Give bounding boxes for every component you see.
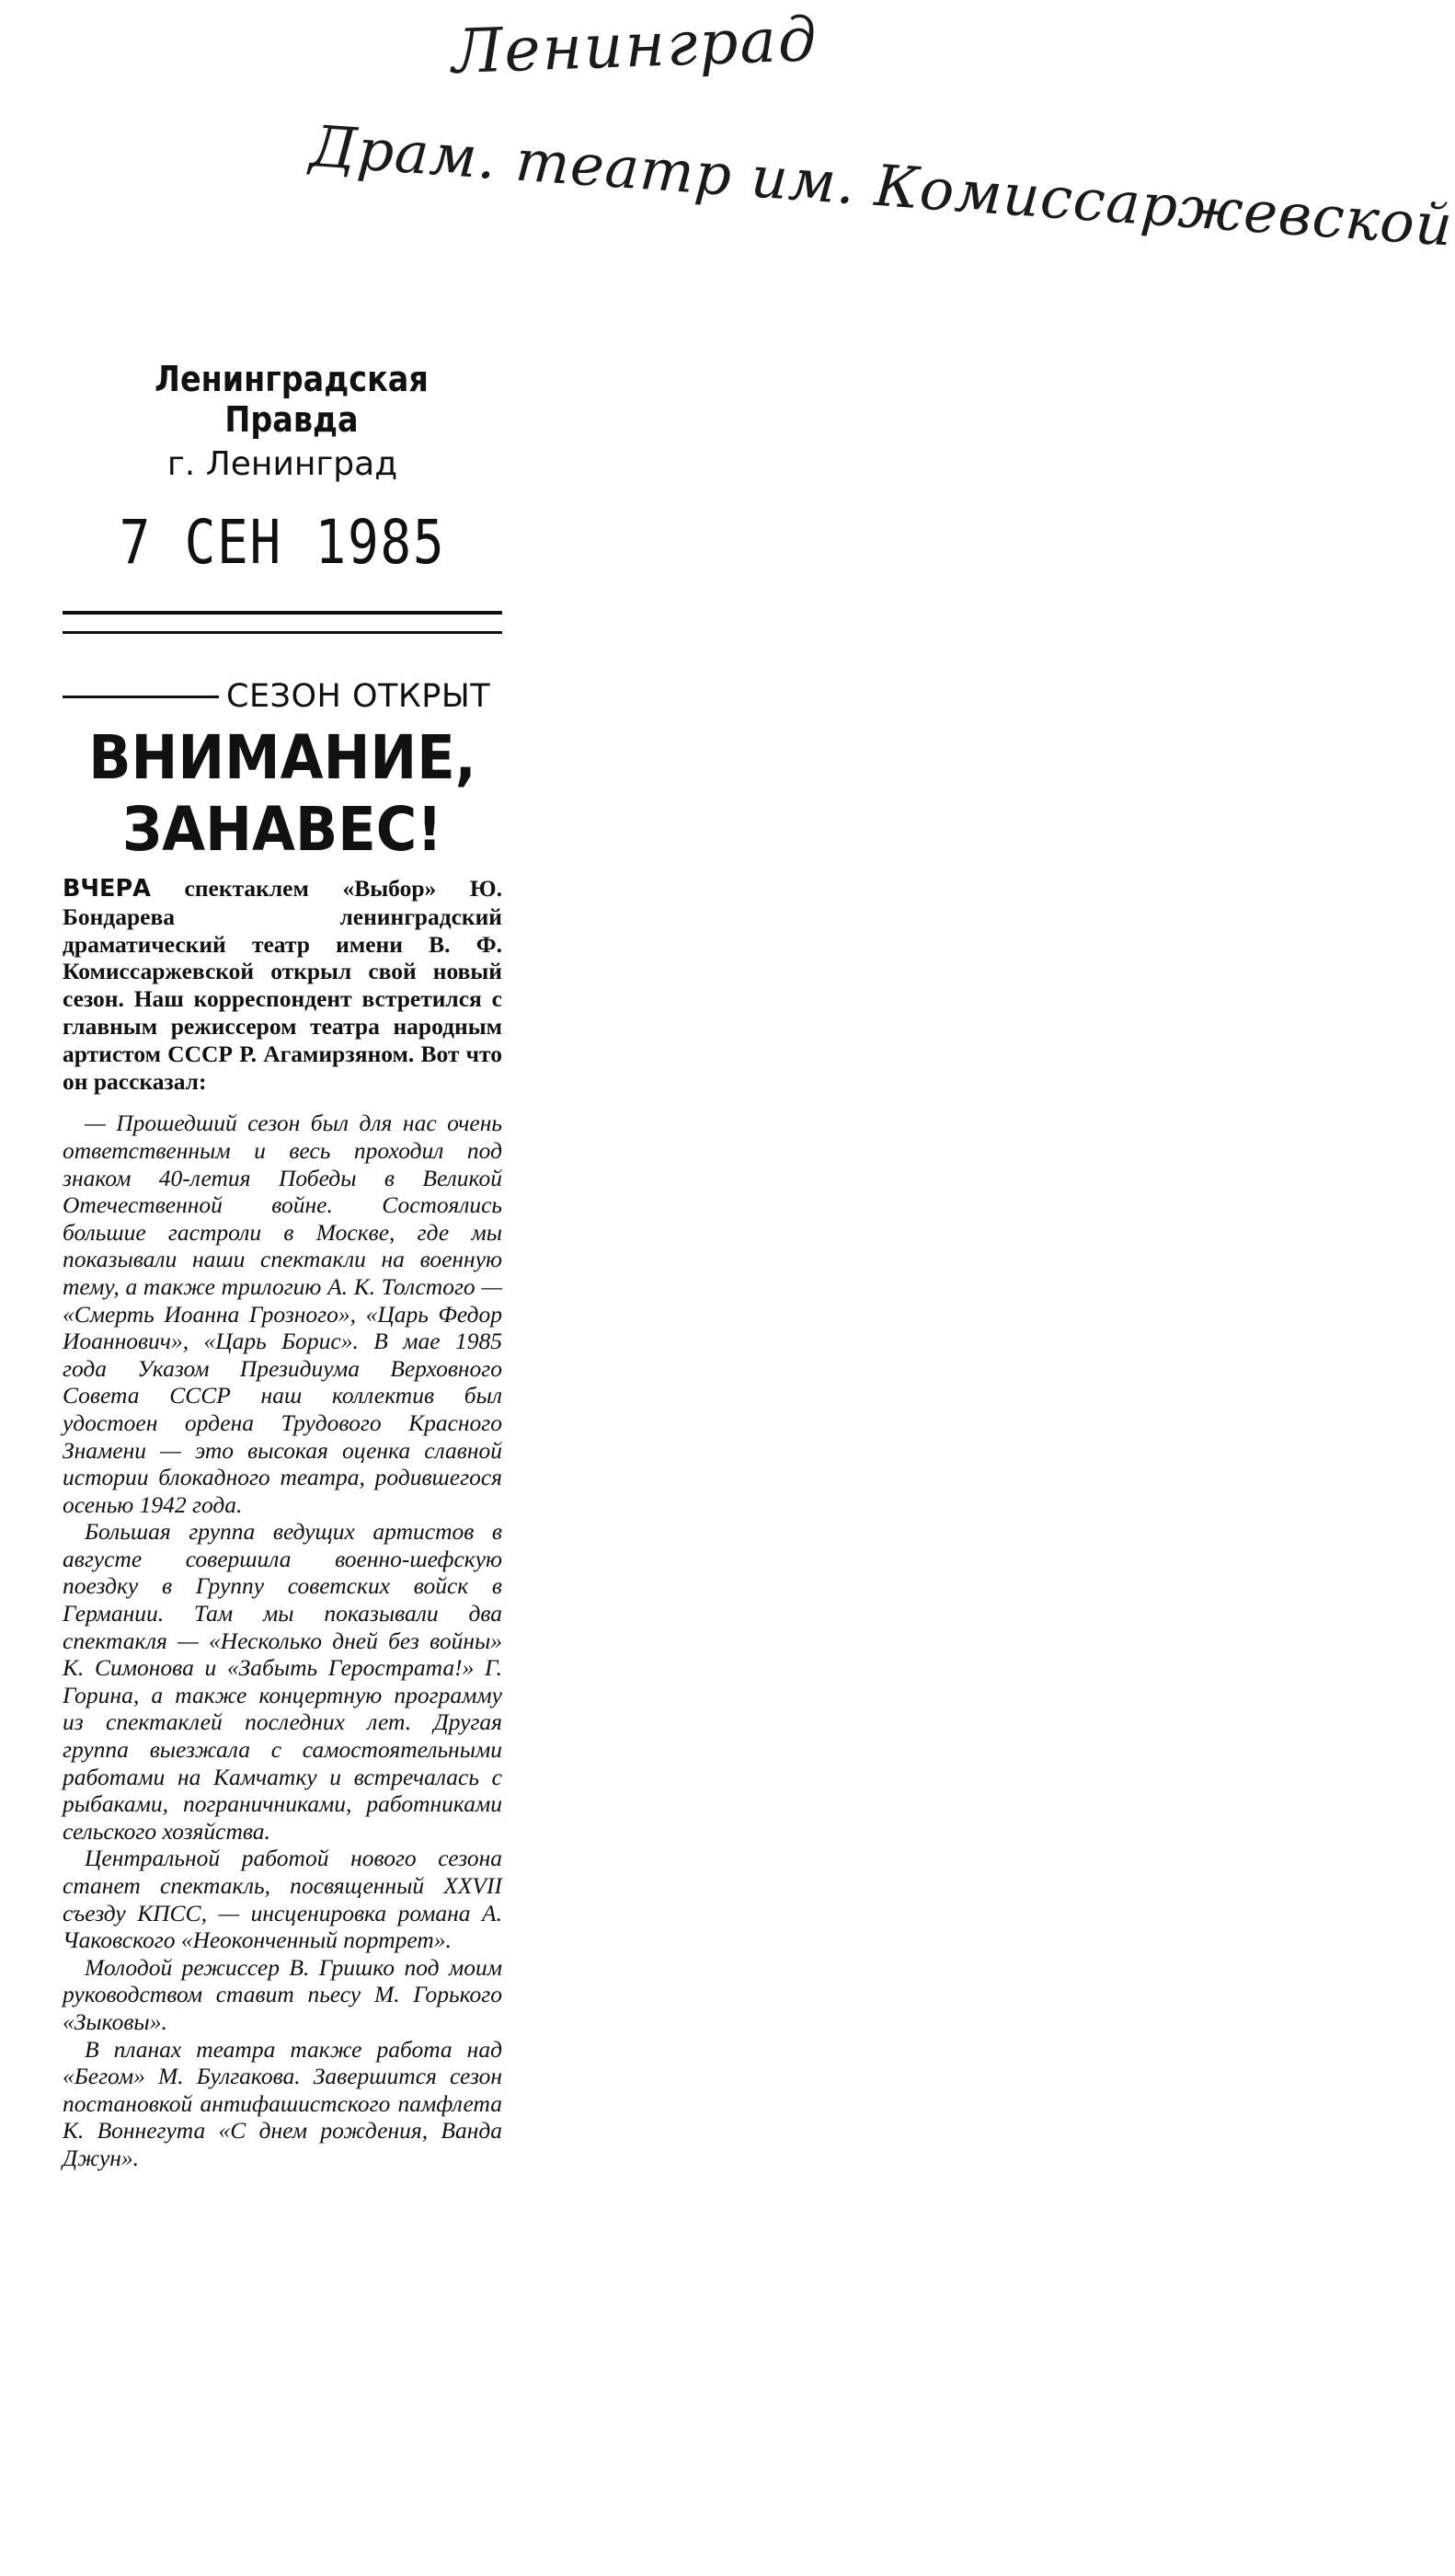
kicker-row [63, 678, 502, 715]
handwritten-theatre-note: Драм. театр им. Комиссаржевской [307, 112, 1455, 259]
article-kicker: СЕЗОН ОТКРЫТ [226, 678, 491, 715]
newspaper-name: Ленинградская Правда [155, 359, 429, 440]
article-paragraph: Большая группа ведущих артистов в августе совершила военно-шефскую поездку в Группу советских войск в Германии. Там мы показывали два спектакля — «Несколько дней без войны» К. Симонова и «Забыть Герострата!» Г. Горина, а также концертную программу из спектаклей последних лет. Другая группа выезжала с самостоятельными работами на Камчатку и встречалась с рыбаками, пограничниками, работниками сельского хозяйства. [63, 1518, 502, 1845]
divider-rule [63, 611, 502, 615]
article-lead [63, 875, 502, 1095]
date-stamp: 7 СЕН 1985 [119, 507, 446, 578]
handwritten-city-note: Ленинград [451, 4, 819, 87]
article-paragraph: Молодой режиссер В. Гришко под моим руководством ставит пьесу М. Горького «Зыковы». [63, 1953, 502, 2035]
newspaper-clipping [63, 359, 502, 2172]
newspaper-city: г. Ленинград [166, 445, 398, 483]
lead-text: спектаклем «Выбор» Ю. Бондарева ленинградский драматический театр имени В. Ф. Комиссаржевской открыл свой новый сезон. Наш корреспондент встретился с главным режиссером театра народным артистом СССР Р. Агамирзяном. Вот что он рассказал: [63, 875, 502, 1095]
article-body [63, 1110, 502, 2171]
article-paragraph: В планах театра также работа над «Бегом» М. Булгакова. Завершится сезон постановкой антифашистского памфлета К. Воннегута «С днем рождения, Ванда Джун». [63, 2035, 502, 2171]
kicker-line [63, 696, 219, 698]
lead-first-word: ВЧЕРА [63, 875, 151, 903]
article-paragraph: — Прошедший сезон был для нас очень ответственным и весь проходил под знаком 40-летия Победы в Великой Отечественной войне. Состоялись большие гастроли в Москве, где мы показывали наши спектакли на военную тему, а также трилогию А. К. Толстого — «Смерть Иоанна Грозного», «Царь Федор Иоаннович», «Царь Борис». В мае 1985 года Указом Президиума Верховного Совета СССР наш коллектив был удостоен ордена Трудового Красного Знамени — это высокая оценка славной истории блокадного театра, родившегося осенью 1942 года. [63, 1110, 502, 1518]
article-headline [80, 722, 485, 866]
headline-line-1: ВНИМАНИЕ, [88, 722, 476, 793]
masthead [63, 359, 502, 578]
article-paragraph: Центральной работой нового сезона станет спектакль, посвященный XXVII съезду КПСС, — инсценировка романа А. Чаковского «Неоконченный портрет». [63, 1845, 502, 1954]
divider-rule [63, 631, 502, 634]
headline-line-2: ЗАНАВЕС! [122, 794, 442, 865]
